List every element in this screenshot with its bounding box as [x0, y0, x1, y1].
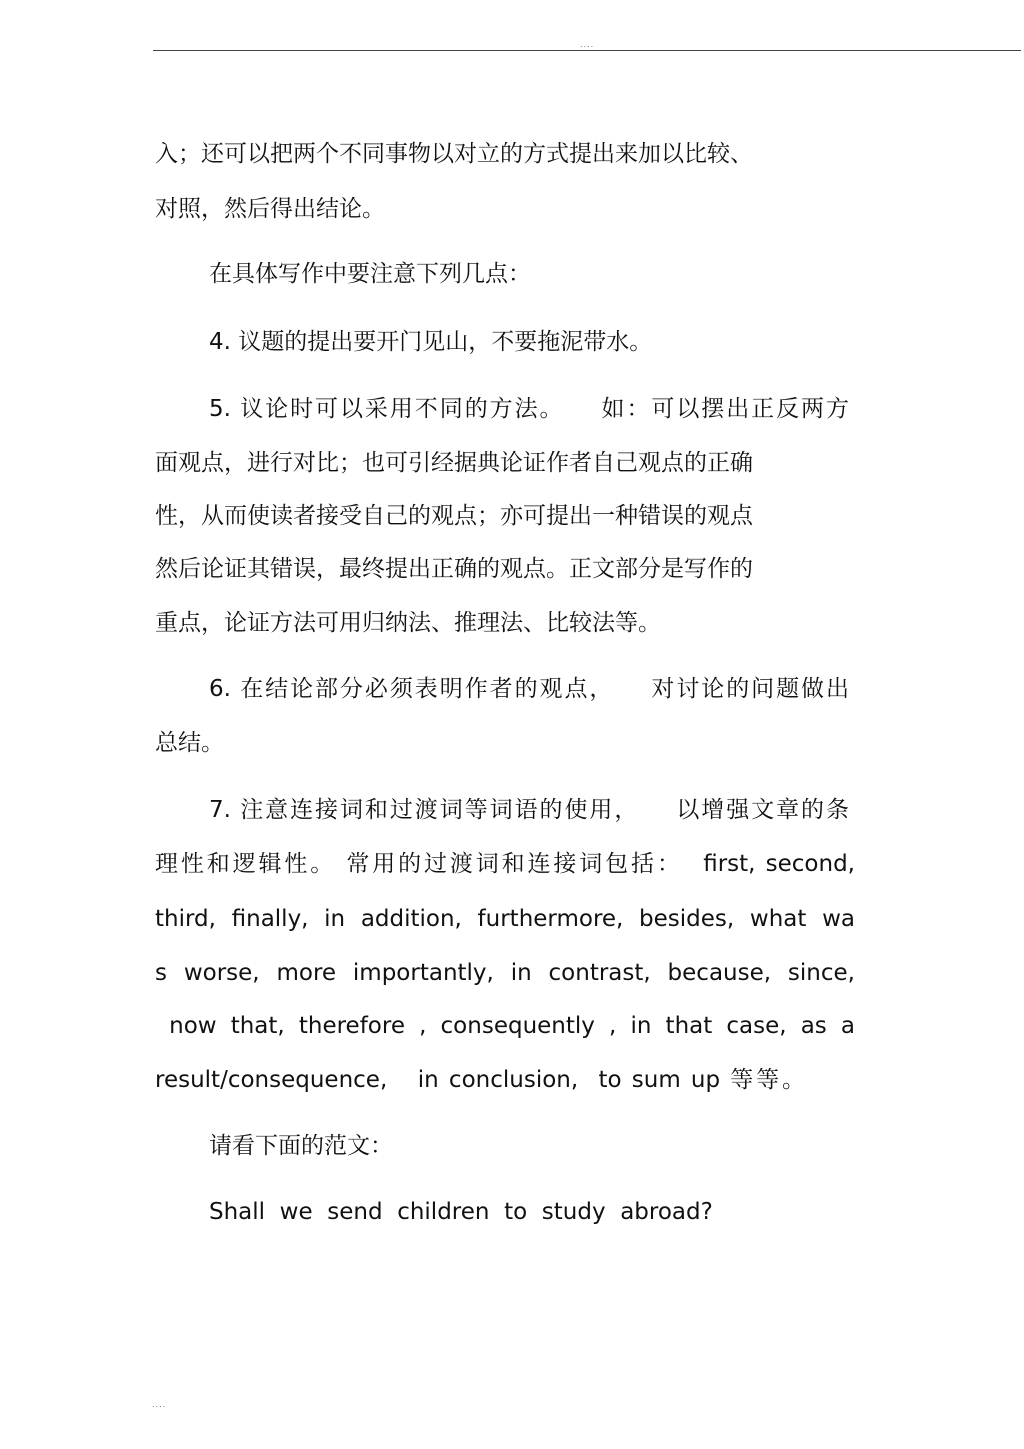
footer-dots: ....: [152, 1400, 167, 1409]
point-6-line-1: 6. 在结论部分必须表明作者的观点， 对讨论的问题做出: [209, 676, 849, 702]
point-7-line-3: third, finally, in addition, furthermore, besides, what wa: [155, 906, 855, 932]
point-7-line-4: s worse, more importantly, in contrast, because, since,: [155, 960, 855, 986]
point-5-line-2: 面观点，进行对比；也可引经据典论证作者自己观点的正确: [155, 450, 753, 476]
point-6-line-2: 总结。: [155, 730, 224, 756]
point-5-line-1: 5. 议论时可以采用不同的方法。 如：可以摆出正反两方: [209, 396, 849, 422]
section-heading: 在具体写作中要注意下列几点：: [209, 261, 531, 287]
paragraph-line-2: 对照，然后得出结论。: [155, 196, 385, 222]
point-7-line-6: result/consequence, in conclusion, to sum up 等等。: [155, 1067, 805, 1093]
point-5-line-3: 性，从而使读者接受自己的观点；亦可提出一种错误的观点: [155, 503, 753, 529]
point-4: 4. 议题的提出要开门见山，不要拖泥带水。: [209, 329, 653, 355]
point-7-line-1: 7. 注意连接词和过渡词等词语的使用， 以增强文章的条: [209, 797, 849, 823]
sample-title: Shall we send children to study abroad?: [209, 1199, 713, 1225]
header-dots: ....: [580, 40, 595, 49]
point-7-line-5: now that, therefore , consequently , in that case, as a: [155, 1013, 855, 1039]
header-rule: [153, 50, 1021, 51]
point-7-line-2: 理性和逻辑性。 常用的过渡词和连接词包括： first, second,: [155, 851, 855, 877]
paragraph-line-1: 入；还可以把两个不同事物以对立的方式提出来加以比较、: [155, 141, 753, 167]
sample-intro: 请看下面的范文：: [209, 1133, 393, 1159]
point-5-line-4: 然后论证其错误，最终提出正确的观点。正文部分是写作的: [155, 556, 753, 582]
point-5-line-5: 重点，论证方法可用归纳法、推理法、比较法等。: [155, 610, 661, 636]
